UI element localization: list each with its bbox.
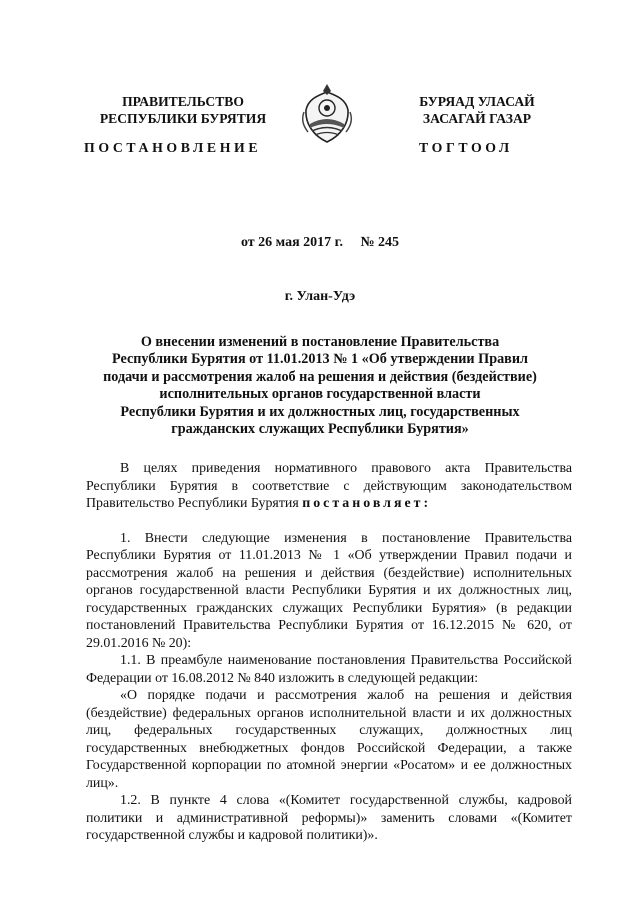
title-line: подачи и рассмотрения жалоб на решения и действия (бездействие) xyxy=(103,368,537,385)
city-name: г. Улан-Удэ xyxy=(284,289,356,304)
header-right-line1: БУРЯАД УЛАСАЙ xyxy=(419,94,535,109)
header-left-line2: РЕСПУБЛИКИ БУРЯТИЯ xyxy=(99,111,267,126)
title-line: гражданских служащих Республики Бурятия» xyxy=(171,421,469,438)
document-body xyxy=(86,460,572,845)
doc-type-buryat: ТОГТООЛ xyxy=(419,140,513,155)
paragraph-1: 1. Внести следующие изменения в постановление Правительства Республики Бурятия от 11.01.2013 № 1 «Об утверждении Правил подачи и рассмотрения жалоб на решения и действия (бездействие) исполнительных органов государственной власти Республики Бурятия и их должностных лиц, государственных гражданских служащих Республики Бурятия» (в редакции постановлений Правительства Республики Бурятия от 16.12.2015 № 620, от 29.01.2016 № 20): xyxy=(86,530,572,651)
intro-paragraph xyxy=(86,460,572,513)
title-line: О внесении изменений в постановление Правительства xyxy=(140,334,500,350)
header-left-authority xyxy=(88,93,278,127)
header-right-line2: ЗАСАГАЙ ГАЗАР xyxy=(422,111,532,126)
title-line: Республики Бурятия от 11.01.2013 № 1 «Об утверждении Правил xyxy=(112,351,528,368)
decree-colon: : xyxy=(423,496,429,511)
title-line: исполнительных органов государственной власти xyxy=(159,386,481,403)
intro-text: В целях приведения нормативного правового акта Правительства Республики Бурятия в соответствие с действующим законодательством Правительство Республики Бурятия xyxy=(86,461,572,511)
doc-type-russian: ПОСТАНОВЛЕНИЕ xyxy=(84,140,262,155)
document-title xyxy=(70,334,570,438)
header-left-line1: ПРАВИТЕЛЬСТВО xyxy=(122,94,244,109)
decree-word: постановляет xyxy=(302,496,424,511)
header-right-authority xyxy=(392,93,562,127)
coat-of-arms-icon xyxy=(300,82,354,146)
paragraph-1-1-quote: «О порядке подачи и рассмотрения жалоб на решения и действия (бездействие) федеральных органов исполнительной власти и их должностных лиц, федеральных государственных служащих, должностных лиц государственных внебюджетных фондов Российской Федерации, а также Государственной корпорации по атомной энергии «Росатом» и ее должностных лиц». xyxy=(86,688,572,791)
decree-number: № 245 xyxy=(360,235,400,250)
decree-date: от 26 мая 2017 г. xyxy=(240,235,343,250)
title-line: Республики Бурятия и их должностных лиц, государственных xyxy=(120,403,520,420)
date-number-line xyxy=(0,235,640,251)
paragraph-1-2: 1.2. В пункте 4 слова «(Комитет государственной службы, кадровой политики и административной реформы)» заменить словами «(Комитет государственной службы и кадровой политики)». xyxy=(86,793,572,843)
paragraph-1-1: 1.1. В преамбуле наименование постановления Правительства Российской Федерации от 16.08.2012 № 840 изложить в следующей редакции: xyxy=(86,653,572,686)
